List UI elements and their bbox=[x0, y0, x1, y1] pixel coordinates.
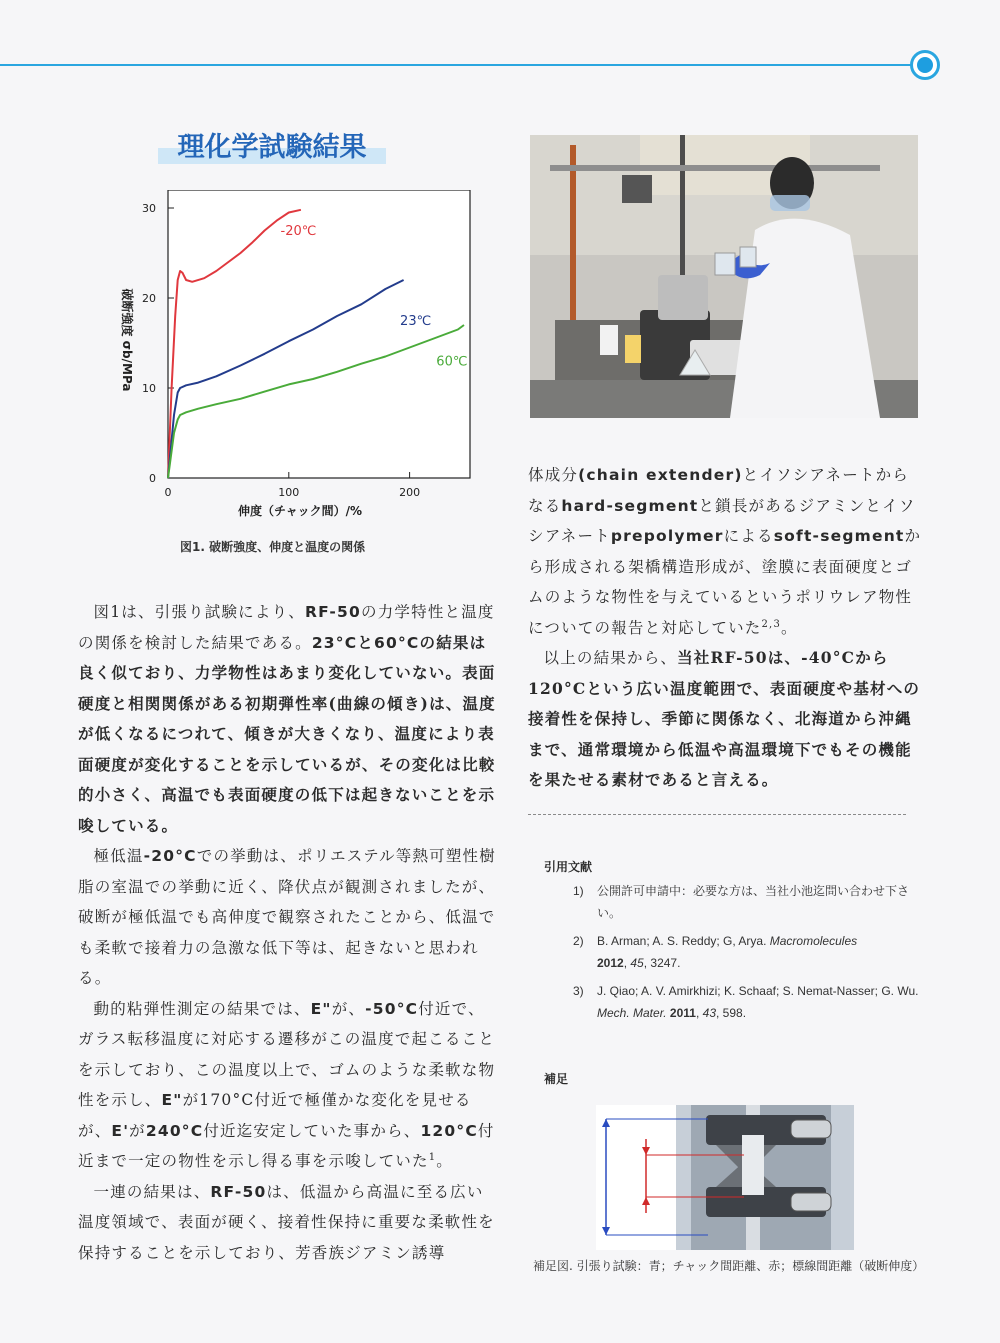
y-axis-label: 破断強度 σb/MPa bbox=[120, 288, 134, 392]
lab-photo bbox=[530, 135, 918, 418]
chart-svg bbox=[95, 190, 500, 520]
supplement-heading: 補足 bbox=[544, 1072, 569, 1086]
reference-item: 1) 公開許可申請中：必要な方は、当社小池迄問い合わせ下さい。 bbox=[573, 884, 910, 920]
series-label: 60℃ bbox=[436, 354, 468, 370]
x-tick-label: 0 bbox=[164, 486, 172, 499]
supplement-caption: 補足図. 引張り試験：青；チャック間距離、赤；標線間距離（破断伸度） bbox=[533, 1259, 925, 1273]
bullet-icon bbox=[910, 50, 940, 80]
top-rule bbox=[0, 64, 918, 66]
y-tick-label: 10 bbox=[142, 382, 156, 395]
references-list bbox=[565, 880, 925, 1030]
y-tick-label: 20 bbox=[142, 292, 156, 305]
paragraph: 一連の結果は、RF-50は、低温から高温に至る広い温度領域で、表面が硬く、接着性保持に重要な柔軟性を保持することを示しており、芳香族ジアミン誘導 bbox=[78, 1182, 495, 1262]
x-axis-label: 伸度（チャック間）/% bbox=[237, 504, 363, 518]
section-title-text: 理化学試験結果 bbox=[177, 132, 367, 163]
x-tick-label: 100 bbox=[278, 486, 300, 499]
series-label: 23℃ bbox=[400, 314, 432, 329]
paragraph: 極低温-20°Cでの挙動は、ポリエステル等熱可塑性樹脂の室温での挙動に近く、降伏点が観測されましたが、破断が極低温でも高伸度で観察されたことから、低温でも柔軟で接着力の急激な低下等は、起きないと思われる。 bbox=[78, 847, 496, 987]
tensile-test-figure bbox=[596, 1105, 854, 1250]
y-tick-label: 30 bbox=[142, 202, 156, 215]
plot-area bbox=[168, 190, 470, 478]
divider bbox=[528, 814, 906, 815]
right-column-text bbox=[528, 460, 923, 796]
paragraph: 図1は、引張り試験により、RF-50の力学特性と温度の関係を検討した結果である。23°Cと60°Cの結果は良く似ており、力学物性はあまり変化していない。表面硬度と相関関係がある初期弾性率(曲線の傾き)は、温度が低くなるにつれて、傾きが大きくなり、温度により表面硬度が変化することを示しているが、その変化は比較的小さく、高温でも表面硬度の低下は起きないことを示唆している。 bbox=[78, 603, 496, 835]
reference-item: 2) B. Arman; A. S. Reddy; G, Arya. Macromolecules 2012, 45, 3247. bbox=[573, 934, 858, 970]
paragraph: 以上の結果から、当社RF-50は、-40°Cから120°Cという広い温度範囲で、表面硬度や基材への接着性を保持し、季節に関係なく、北海道から沖縄まで、通常環境から低温や高温環境下でもその機能を果たせる素材であると言える。 bbox=[528, 648, 921, 789]
references-heading: 引用文献 bbox=[544, 860, 593, 874]
section-title bbox=[158, 128, 386, 170]
series-label: -20℃ bbox=[280, 224, 317, 239]
left-column-text bbox=[78, 597, 498, 1268]
stress-strain-chart bbox=[95, 190, 500, 520]
paragraph: 動的粘弾性測定の結果では、E"が、-50°C付近で、ガラス転移温度に対応する遷移がこの温度で起こることを示しており、この温度以上で、ゴムのような柔軟な物性を示し、E"が170°C付近で極僅かな変化を見せるが、E'が240°C付近迄安定していた事から、120°C付近まで一定の物性を示し得る事を示唆していた$^1$。 bbox=[78, 999, 496, 1170]
reference-item: 3) J. Qiao; A. V. Amirkhizi; K. Schaaf; S. Nemat-Nasser; G. Wu. Mech. Mater. 2011, 43, 598. bbox=[573, 984, 919, 1020]
figure-caption: 図1. 破断強度、伸度と温度の関係 bbox=[180, 540, 366, 554]
x-tick-label: 200 bbox=[399, 486, 421, 499]
paragraph: 体成分(chain extender)とイソシアネートからなるhard-segmentと鎖長があるジアミンとイソシアネートprepolymerによるsoft-segmentから形成される架橋構造形成が、塗膜に表面硬度とゴムのような物性を与えているというポリウレア物性についての報告と対応していた$^{2,3}$。 bbox=[528, 466, 922, 637]
y-tick-label: 0 bbox=[149, 472, 156, 485]
